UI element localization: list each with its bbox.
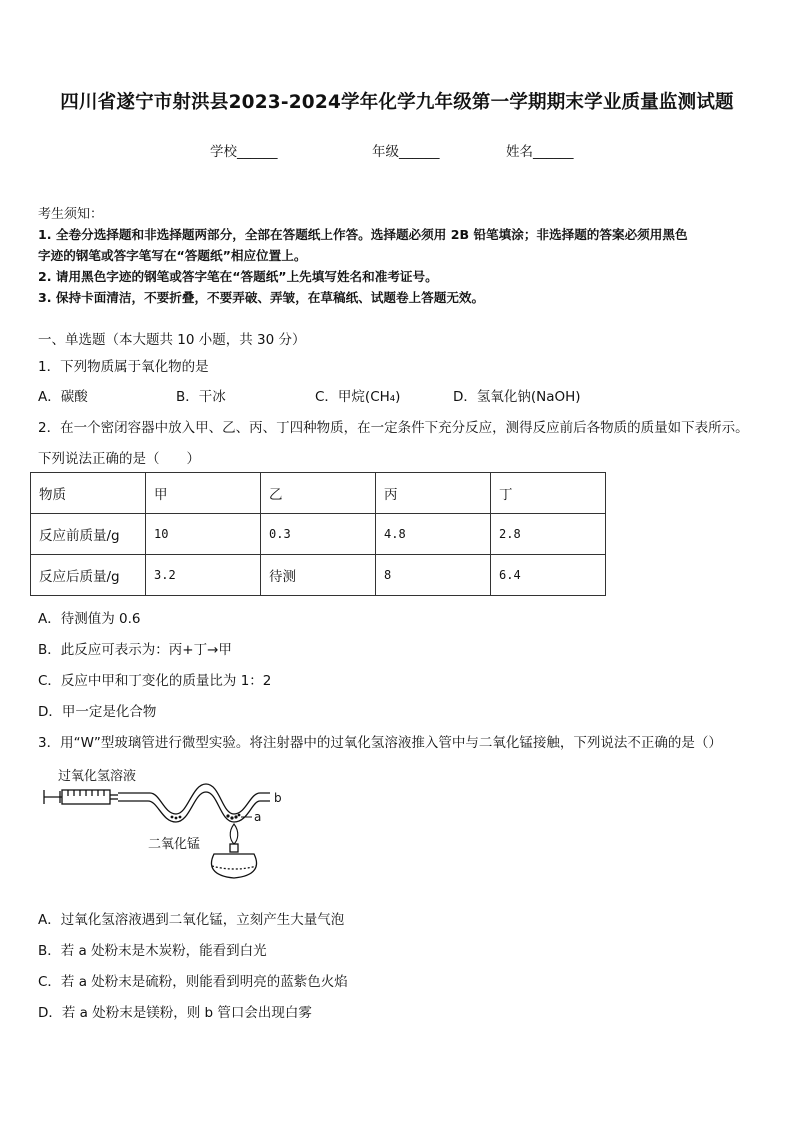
question-2-option-a: A．待测值为 0.6	[38, 611, 141, 627]
alcohol-lamp	[211, 844, 256, 878]
table-cell: 3.2	[146, 555, 261, 596]
notice-heading: 考生须知：	[38, 207, 104, 222]
table-row	[31, 514, 606, 555]
table-cell: 10	[146, 514, 261, 555]
notice-line: 3. 保持卡面清洁，不要折叠，不要弄破、弄皱，在草稿纸、试题卷上答题无效。	[38, 290, 485, 305]
section-heading: 一、单选题（本大题共 10 小题，共 30 分）	[38, 332, 306, 348]
table-cell: 待测	[261, 555, 376, 596]
label-b: b	[274, 791, 282, 805]
table-cell: 6.4	[491, 555, 606, 596]
label-a: a	[254, 810, 262, 824]
table-cell: 8	[376, 555, 491, 596]
table-cell: 乙	[261, 473, 376, 514]
syringe	[44, 790, 118, 804]
notice-line: 2. 请用黑色字迹的钢笔或答字笔在“答题纸”上先填写姓名和准考证号。	[38, 269, 438, 284]
question-2-stem-cont: 下列说法正确的是（ ）	[38, 451, 200, 467]
school-field: 学校______	[210, 144, 278, 160]
question-3-option-a: A．过氧化氢溶液遇到二氧化锰，立刻产生大量气泡	[38, 912, 345, 928]
question-3-option-c: C．若 a 处粉末是硫粉，则能看到明亮的蓝紫色火焰	[38, 974, 348, 990]
mno2-powder	[171, 816, 182, 820]
question-2-option-c: C．反应中甲和丁变化的质量比为 1：2	[38, 673, 272, 689]
table-cell: 丙	[376, 473, 491, 514]
question-2-option-b: B．此反应可表示为：丙+丁→甲	[38, 642, 232, 658]
table-cell: 丁	[491, 473, 606, 514]
question-3-option-b: B．若 a 处粉末是木炭粉，能看到白光	[38, 943, 267, 959]
table-cell: 0.3	[261, 514, 376, 555]
w-tube-apparatus-figure	[38, 762, 288, 890]
table-cell: 甲	[146, 473, 261, 514]
table-cell: 2.8	[491, 514, 606, 555]
mass-table	[30, 472, 606, 596]
peroxide-label: 过氧化氢溶液	[58, 769, 137, 784]
table-cell: 反应前质量/g	[31, 514, 146, 555]
question-1-option-c: C．甲烷(CH₄)	[315, 389, 401, 405]
question-1-option-a: A．碳酸	[38, 389, 88, 405]
notice-line: 字迹的钢笔或答字笔写在“答题纸”相应位置上。	[38, 248, 307, 263]
question-1-option-d: D．氢氧化钠(NaOH)	[453, 389, 581, 405]
name-field: 姓名______	[506, 144, 574, 160]
flame-icon	[230, 824, 238, 844]
table-cell: 反应后质量/g	[31, 555, 146, 596]
table-header-row	[31, 473, 606, 514]
notice-line: 1. 全卷分选择题和非选择题两部分，全部在答题纸上作答。选择题必须用 2B 铅笔填涂；非选择题的答案必须用黑色	[38, 227, 688, 242]
question-3-stem: 3．用“W”型玻璃管进行微型实验。将注射器中的过氧化氢溶液推入管中与二氧化锰接触，下列说法不正确的是（）	[38, 735, 722, 751]
question-3-option-d: D．若 a 处粉末是镁粉，则 b 管口会出现白雾	[38, 1005, 312, 1021]
w-tube	[118, 784, 270, 822]
grade-field: 年级______	[372, 144, 440, 160]
question-1-option-b: B．干冰	[176, 389, 226, 405]
question-1-stem: 1．下列物质属于氧化物的是	[38, 359, 209, 375]
table-row	[31, 555, 606, 596]
mno2-label: 二氧化锰	[148, 837, 201, 852]
table-cell: 4.8	[376, 514, 491, 555]
page-title: 四川省遂宁市射洪县2023-2024学年化学九年级第一学期期末学业质量监测试题	[60, 92, 734, 113]
table-cell: 物质	[31, 473, 146, 514]
question-2-stem: 2．在一个密闭容器中放入甲、乙、丙、丁四种物质，在一定条件下充分反应，测得反应前后各物质的质量如下表所示。	[38, 420, 749, 436]
question-2-option-d: D．甲一定是化合物	[38, 704, 157, 720]
